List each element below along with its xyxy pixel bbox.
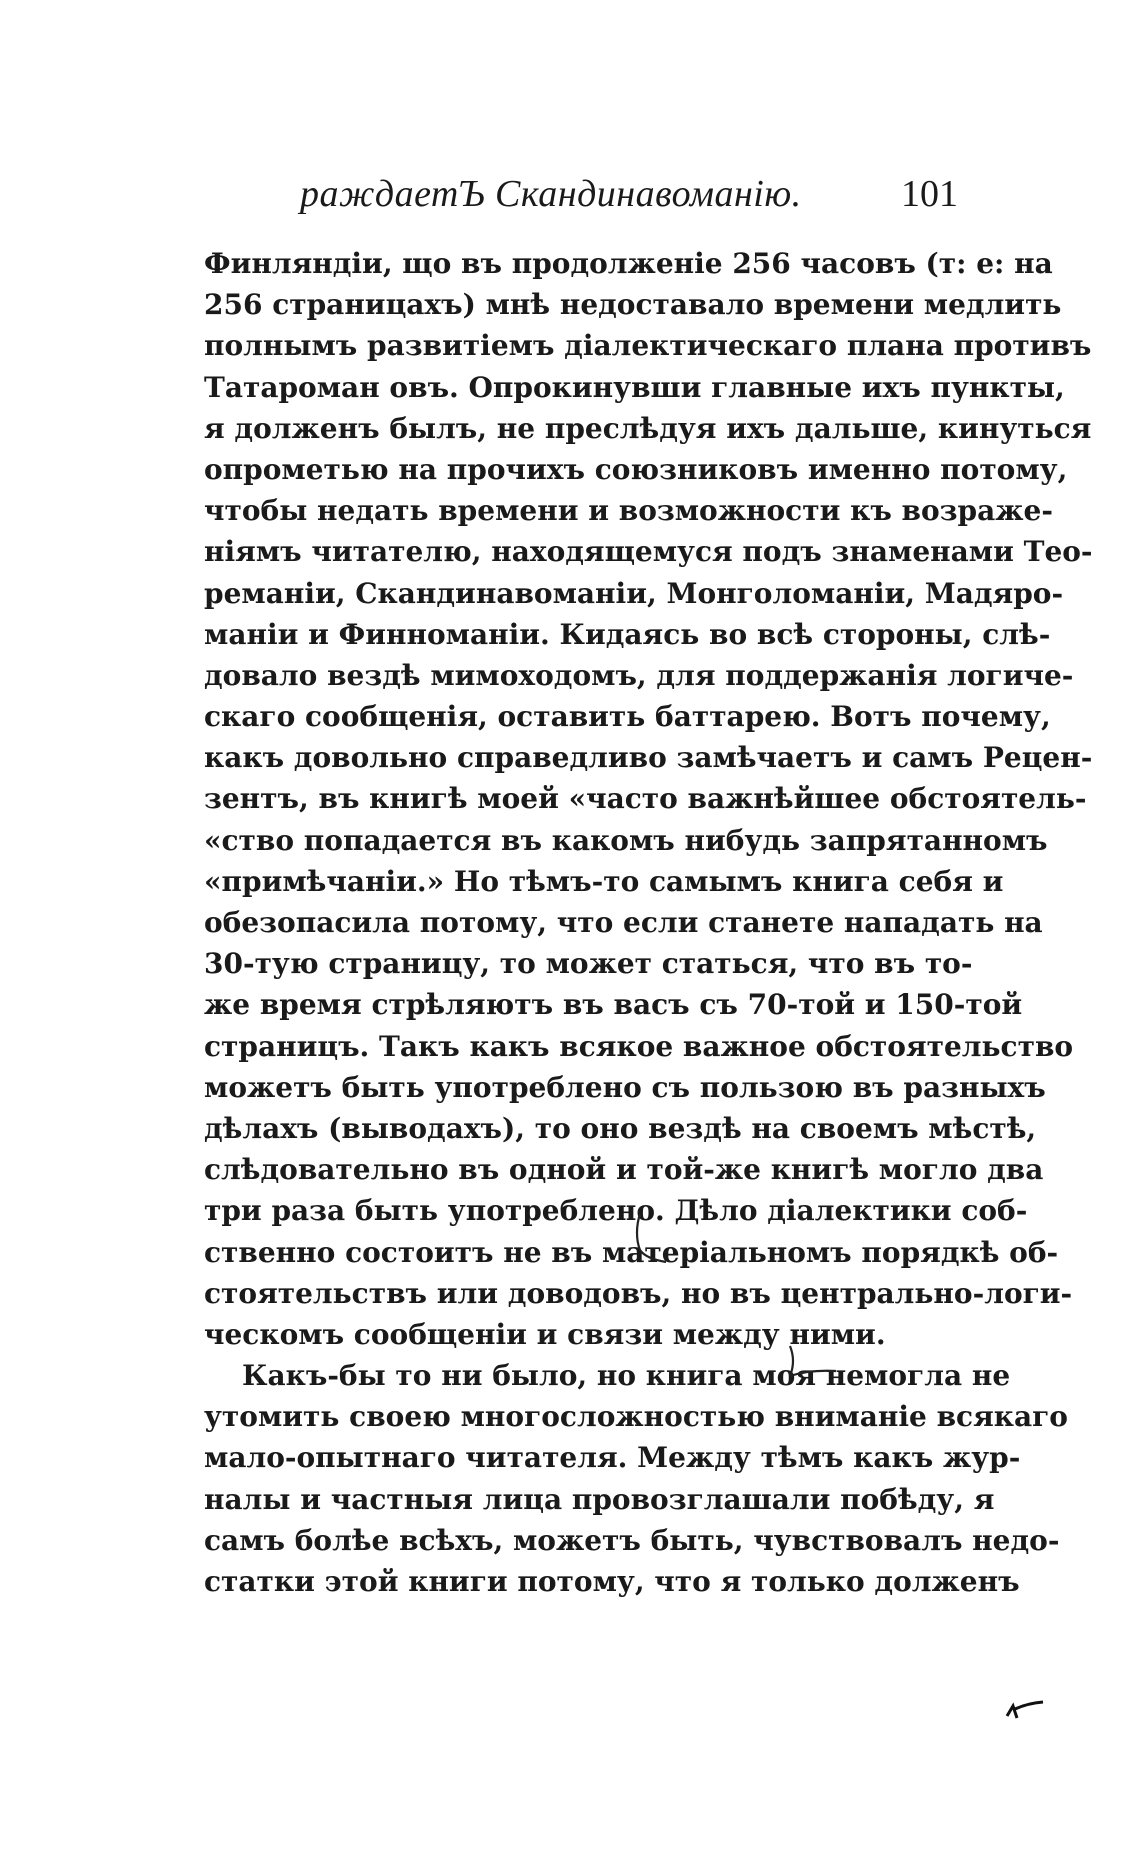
paragraph-1 bbox=[204, 243, 1093, 1355]
text-line: обезопасила потому, что если станете нападать на bbox=[204, 906, 1043, 939]
text-line: скаго сообщенія, оставить баттарею. Вотъ почему, bbox=[204, 700, 1051, 734]
text-line: «примѣчаніи.» Но тѣмъ-то самымъ книга себя и bbox=[204, 864, 1004, 898]
text-line: утомить своею многосложностью вниманіе всякаго bbox=[204, 1400, 1068, 1434]
text-line: статки этой книги потому, что я только долженъ bbox=[204, 1565, 1020, 1598]
page-number: 101 bbox=[901, 173, 958, 215]
text-line: три раза быть употреблено. Дѣло діалектики соб- bbox=[204, 1194, 1028, 1228]
text-line: слѣдовательно въ одной и той-же книгѣ могло два bbox=[204, 1153, 1044, 1187]
text-line: ственно состоитъ не въ матеріальномъ порядкѣ об- bbox=[204, 1235, 1059, 1269]
close-bracket-mark bbox=[784, 1342, 840, 1386]
text-line: дѣлахъ (выводахъ), то оно вездѣ на своемъ мѣстѣ, bbox=[204, 1111, 1037, 1145]
text-line: же время стрѣляютъ въ васъ съ 70-той и 150-той bbox=[204, 988, 1023, 1022]
text-line: ніямъ читателю, находящемуся подъ знаменами Тео- bbox=[204, 535, 1093, 569]
open-bracket-mark bbox=[632, 1210, 672, 1266]
text-line: Татароман овъ. Опрокинувши главные ихъ пункты, bbox=[204, 370, 1065, 404]
page-header bbox=[300, 172, 960, 224]
text-line: маніи и Финноманіи. Кидаясь во всѣ стороны, слѣ- bbox=[204, 617, 1051, 651]
text-line: реманіи, Скандинавоманіи, Монголоманіи, Мадяро- bbox=[204, 576, 1064, 610]
text-line: страницъ. Такъ какъ всякое важное обстоятельство bbox=[204, 1029, 1074, 1063]
text-line: самъ болѣе всѣхъ, можетъ быть, чувствовалъ недо- bbox=[204, 1523, 1060, 1557]
text-line: 256 страницахъ) мнѣ недоставало времени медлить bbox=[204, 288, 1062, 322]
text-line: «ство попадается въ какомъ нибудь запрятанномъ bbox=[204, 823, 1048, 857]
body-text bbox=[204, 243, 1093, 1602]
text-line: полнымъ развитіемъ діалектическаго плана противъ bbox=[204, 329, 1092, 363]
paragraph-2 bbox=[204, 1355, 1068, 1602]
text-line: можетъ быть употреблено съ пользою въ разныхъ bbox=[204, 1070, 1046, 1104]
text-line: Какъ-бы то ни было, но книга моя немогла не bbox=[242, 1359, 1011, 1393]
text-line: опрометью на прочихъ союзниковъ именно потому, bbox=[204, 452, 1068, 486]
text-line: я долженъ былъ, не преслѣдуя ихъ дальше, кинуться bbox=[204, 411, 1092, 445]
text-line: налы и частныя лица провозглашали побѣду, я bbox=[204, 1482, 995, 1516]
text-line: 30-тую страницу, то может статься, что въ то- bbox=[204, 947, 973, 981]
running-head: раждаетЪ Скандинавоманію. bbox=[300, 173, 802, 215]
text-line: чтобы недать времени и возможности къ возраже- bbox=[204, 494, 1053, 528]
text-line: зентъ, въ книгѣ моей «часто важнѣйшее обстоятель- bbox=[204, 782, 1087, 816]
text-line: стоятельствъ или доводовъ, но въ центрально-логи- bbox=[204, 1276, 1073, 1310]
text-line: ческомъ сообщеніи и связи между ними. bbox=[204, 1317, 886, 1351]
margin-ink-mark bbox=[1003, 1698, 1045, 1722]
text-line: какъ довольно справедливо замѣчаетъ и самъ Рецен- bbox=[204, 741, 1093, 775]
text-line: довало вездѣ мимоходомъ, для поддержанія логиче- bbox=[204, 658, 1074, 692]
text-line: мало-опытнаго читателя. Между тѣмъ какъ жур- bbox=[204, 1441, 1021, 1475]
text-line: Финляндіи, що въ продолженіе 256 часовъ (т: е: на bbox=[204, 247, 1053, 280]
